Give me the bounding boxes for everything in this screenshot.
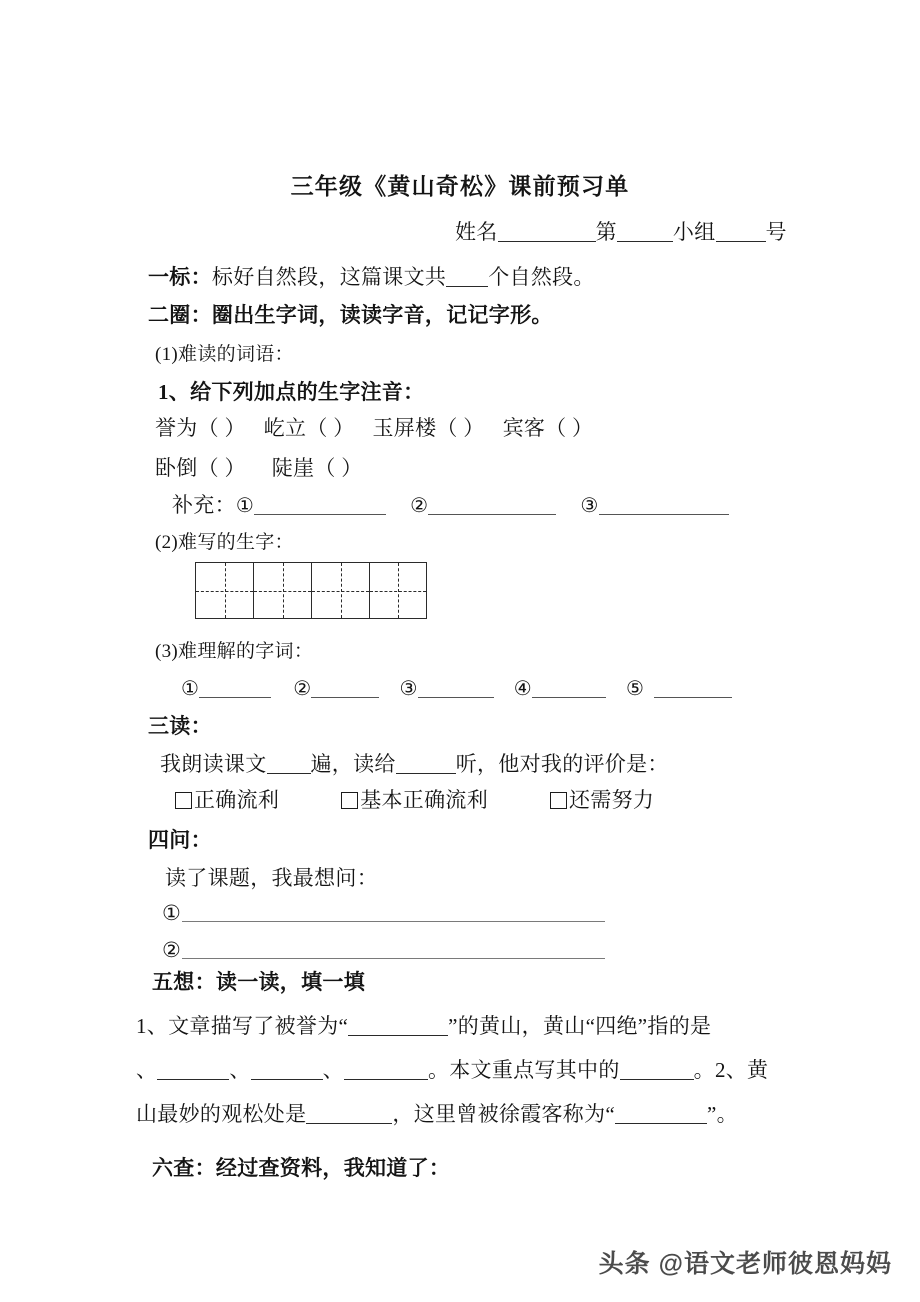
q2-part2: 山最妙的观松处是 [136, 1102, 307, 1126]
section-five-heading: 五想： [152, 970, 216, 994]
section-four-heading: 四问： [148, 828, 212, 852]
reading-listener-blank[interactable] [396, 758, 456, 774]
checkbox-basically-correct-fluent[interactable] [341, 792, 358, 809]
hard-words-row [181, 678, 732, 699]
reading-sentence-b: 遍，读给 [310, 752, 396, 776]
section-one-text-before: 标好自然段，这篇课文共 [211, 265, 447, 289]
reading-sentence-a: 我朗读课文 [160, 752, 267, 776]
supplement-marker-2: ② [410, 495, 429, 517]
hard-word-blank-3[interactable] [418, 682, 494, 698]
q2-blank-2[interactable] [615, 1108, 707, 1124]
name-label: 姓名 [455, 220, 498, 244]
hard-word-marker-4: ④ [513, 678, 532, 700]
section-six-heading: 六查： [152, 1156, 216, 1180]
section-two-heading: 二圈： [148, 303, 212, 327]
pinyin-words-row-1 [155, 418, 593, 439]
hard-word-blank-4[interactable] [532, 682, 606, 698]
section-two-row [148, 305, 553, 326]
group-number-blank[interactable] [617, 226, 673, 242]
pinyin-word-4[interactable]: 宾客（ ） [502, 416, 594, 440]
section-three-heading: 三读： [148, 714, 212, 738]
page-title: 三年级《黄山奇松》课前预习单 [290, 174, 630, 199]
supplement-blank-2[interactable] [428, 499, 556, 515]
q1-blank-3[interactable] [251, 1064, 323, 1080]
q1-four-label: 四绝 [595, 1014, 638, 1038]
pinyin-word-5[interactable]: 卧倒（ ） [155, 456, 246, 480]
supplement-label: 补充： [172, 493, 236, 517]
checkbox-needs-effort[interactable] [550, 792, 567, 809]
question-answer-line-2[interactable] [182, 958, 605, 959]
supplement-blank-1[interactable] [254, 499, 386, 515]
pinyin-word-1[interactable]: 誉为（ ） [155, 416, 246, 440]
section-two-task1-label: 1、给下列加点的生字注音： [158, 380, 425, 404]
section-one-row [148, 267, 595, 288]
section-six-text: 经过查资料，我知道了： [215, 1156, 451, 1180]
q1-part3: 指的是 [647, 1014, 712, 1038]
group-label: 小组 [672, 220, 716, 244]
section-one-text-after: 个自然段。 [488, 265, 595, 289]
q1-quote-open: “ [338, 1014, 349, 1038]
hard-word-blank-5[interactable] [654, 682, 732, 698]
hard-word-marker-1: ① [181, 678, 200, 700]
section-one-heading: 一标： [148, 265, 212, 289]
section-two-sub2-label: (2)难写的生字： [155, 532, 294, 553]
seat-number-blank[interactable] [716, 226, 766, 242]
hard-word-blank-1[interactable] [199, 682, 271, 698]
q1-blank-4[interactable] [344, 1064, 428, 1080]
option-label-2: 基本正确流利 [360, 788, 489, 812]
hard-word-marker-5: ⑤ [625, 678, 645, 700]
q1-part5: 。 [693, 1058, 715, 1082]
question-marker-2: ② [162, 938, 182, 962]
q1-blank-5[interactable] [620, 1064, 694, 1080]
q1-part2: 的黄山，黄山 [457, 1014, 586, 1038]
section-two-sub3-label: (3)难理解的字词： [155, 641, 314, 662]
section-two-text: 圈出生字词，读读字音，记记字形。 [211, 303, 553, 327]
q2-quote-open: “ [605, 1102, 616, 1126]
grid-cell[interactable] [369, 562, 427, 619]
q1-sep-2: 、 [322, 1058, 344, 1082]
q1-sep-1: 、 [229, 1058, 251, 1082]
q2-part3: ，这里曾被徐霞客称为 [392, 1102, 606, 1126]
q1-quote2-open: “ [585, 1014, 596, 1038]
reading-count-row [160, 754, 669, 775]
option-label-1: 正确流利 [194, 788, 280, 812]
character-practice-grid[interactable] [195, 562, 427, 619]
q1-part1: 1、文章描写了被誉为 [136, 1014, 339, 1038]
q1-blank-1[interactable] [348, 1020, 448, 1036]
option-label-3: 还需努力 [569, 788, 655, 812]
q2-part1: 2、黄 [714, 1058, 769, 1082]
q1-blank-2[interactable] [157, 1064, 229, 1080]
q2-end: 。 [716, 1102, 738, 1126]
q1-part4: 。本文重点写其中的 [427, 1058, 620, 1082]
fill-q1-line1 [136, 1016, 711, 1037]
hard-word-blank-2[interactable] [311, 682, 379, 698]
q1-line2-start: 、 [136, 1058, 158, 1082]
grid-cell[interactable] [311, 562, 369, 619]
fill-q2-line [136, 1104, 738, 1125]
hard-word-marker-3: ③ [399, 678, 418, 700]
q2-blank-1[interactable] [306, 1108, 392, 1124]
supplement-marker-3: ③ [580, 495, 599, 517]
number-label: 号 [765, 220, 787, 244]
group-prefix-label: 第 [595, 220, 617, 244]
supplement-marker-1: ① [235, 495, 255, 517]
supplement-row [172, 495, 729, 516]
section-four-prompt: 读了课题，我最想问： [165, 866, 378, 890]
pinyin-word-6[interactable]: 陡崖（ ） [271, 456, 363, 480]
supplement-blank-3[interactable] [599, 499, 729, 515]
paragraph-count-blank[interactable] [446, 271, 488, 287]
section-five-row [152, 972, 365, 993]
q2-quote-close: ” [707, 1102, 717, 1126]
pinyin-word-2[interactable]: 屹立（ ） [263, 416, 355, 440]
name-blank[interactable] [498, 226, 596, 242]
section-five-subtitle: 读一读，填一填 [215, 970, 366, 994]
reading-times-blank[interactable] [267, 758, 311, 774]
pinyin-word-3[interactable]: 玉屏楼（ ） [372, 416, 485, 440]
section-two-sub1-label: (1)难读的词语： [155, 344, 294, 365]
student-info-row [455, 222, 787, 243]
fill-q1-line2 [136, 1060, 768, 1081]
grid-cell[interactable] [195, 562, 253, 619]
evaluation-options-row [175, 790, 654, 811]
q1-quote2-close: ” [637, 1014, 648, 1038]
question-answer-line-1[interactable] [182, 921, 605, 922]
pinyin-words-row-2 [155, 458, 363, 479]
grid-cell[interactable] [253, 562, 311, 619]
section-six-row [152, 1158, 450, 1179]
watermark: 头条 @语文老师彼恩妈妈 [598, 1250, 892, 1278]
reading-sentence-c: 听，他对我的评价是： [455, 752, 669, 776]
q1-quote-close: ” [448, 1014, 458, 1038]
checkbox-correct-fluent[interactable] [175, 792, 192, 809]
hard-word-marker-2: ② [293, 678, 312, 700]
question-marker-1: ① [162, 901, 182, 925]
